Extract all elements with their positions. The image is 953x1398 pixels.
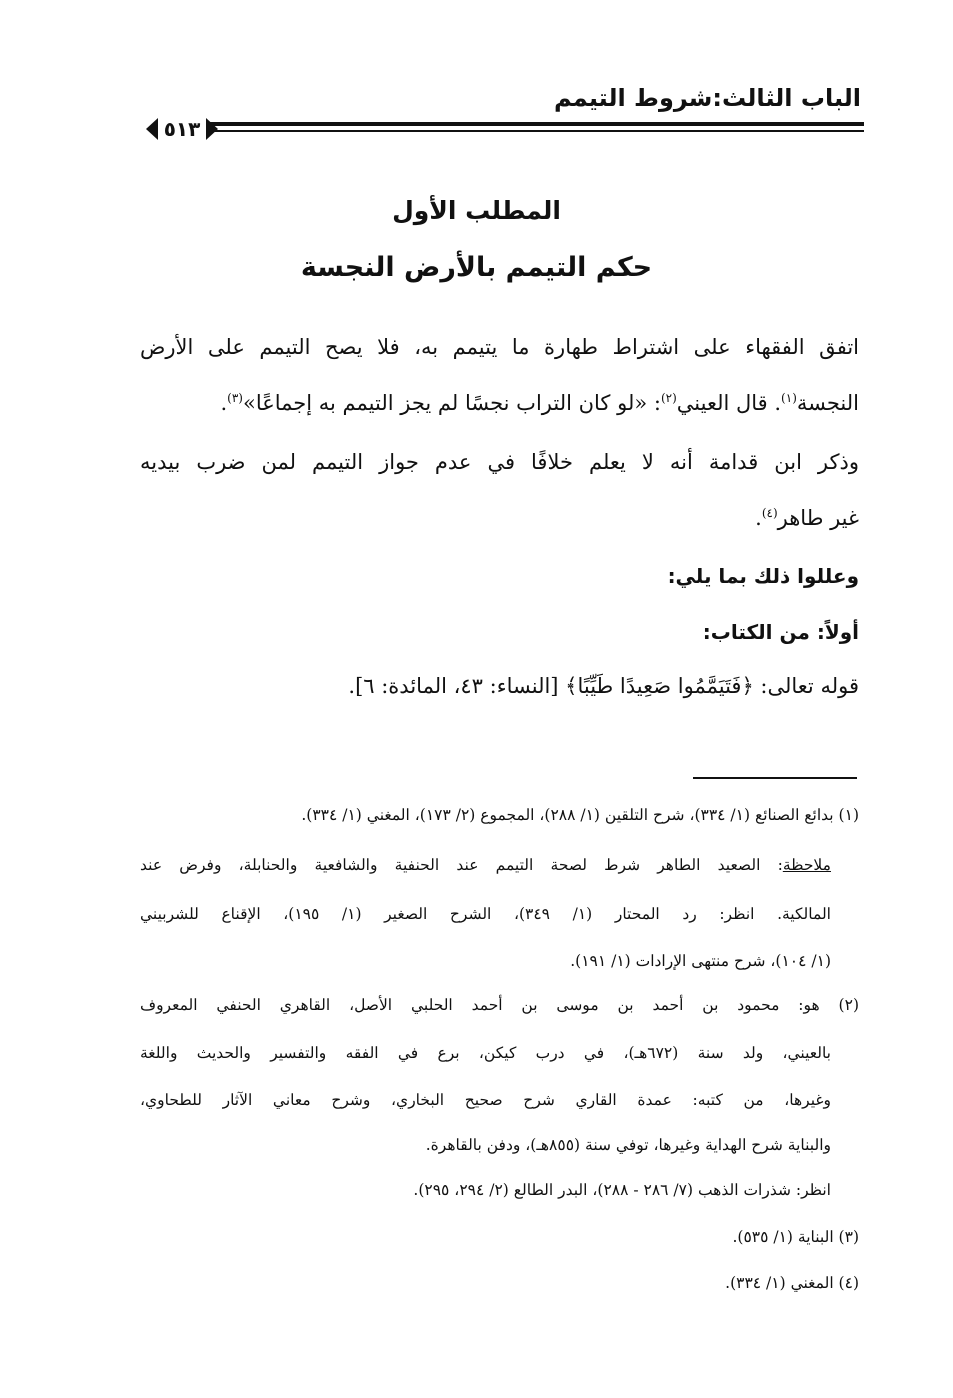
footnote-1-line-3: المالكية. انظر: رد المحتار (١/ ٣٤٩)، الشرح الصغير (١/ ١٩٥)، الإقناع للشربيني xyxy=(140,905,831,923)
footnote-2-line-1: (٢) هو: محمود بن أحمد بن موسى بن أحمد الحلبي الأصل، القاهري الحنفي المعروف xyxy=(140,996,859,1014)
text-segment: . xyxy=(755,506,762,530)
paragraph-2-line-2 xyxy=(755,508,859,529)
footnote-ref-4[interactable]: (٤) xyxy=(761,506,778,520)
footnote-2-line-5: انظر: شذرات الذهب (٧/ ٢٨٦ - ٢٨٨)، البدر الطالع (٢/ ٢٩٤، ٢٩٥). xyxy=(413,1181,831,1199)
text-segment: النجسة xyxy=(796,391,859,415)
footnote-2-line-3: وغيرها، من كتبه: عمدة القاري شرح صحيح البخاري، وشرح معاني الآثار للطحاوي، xyxy=(140,1091,831,1109)
badge-left-cap xyxy=(146,118,158,140)
footnote-ref-1[interactable]: (١) xyxy=(781,391,797,405)
paragraph-1-line-2 xyxy=(220,393,859,414)
badge-right-cap xyxy=(206,118,218,140)
footnote-1-line-1: (١) بدائع الصنائع (١/ ٣٣٤)، شرح التلقين (١/ ٢٨٨)، المجموع (٢/ ١٧٣)، المغني (١/ ٣٣٤). xyxy=(301,806,859,824)
footnote-ref-2[interactable]: (٢) xyxy=(660,391,677,405)
footnote-ref-3[interactable]: (٣) xyxy=(227,391,243,405)
header-rule-thin xyxy=(208,130,864,132)
paragraph-1-line-1: اتفق الفقهاء على اشتراط طهارة ما يتيمم به، فلا يصح التيمم على الأرض xyxy=(140,335,859,359)
quote-text: : «لو كان التراب نجسًا لم يجز التيمم به إجماعًا» xyxy=(242,391,661,415)
section-subtitle: حكم التيمم بالأرض النجسة xyxy=(300,252,653,283)
footnote-1-line-4: (١/ ١٠٤)، شرح منتهى الإرادات (١/ ١٩١). xyxy=(570,952,831,970)
text-segment: : الصعيد الطاهر شرط لصحة التيمم عند الحنفية والشافعية والحنابلة، وفرض عند xyxy=(140,856,783,874)
reasons-intro: وعللوا ذلك بما يلي: xyxy=(667,564,859,588)
footnote-2-line-4: والبناية شرح الهداية وغيرها، توفي سنة (٨٥٥هـ)، ودفن بالقاهرة. xyxy=(425,1136,831,1154)
section-title: المطلب الأول xyxy=(392,196,561,225)
page-number-badge xyxy=(146,112,218,146)
footnote-2-line-2: بالعيني، ولد سنة (٦٧٢هـ)، في درب كيكن، برع في الفقه والتفسير والحديث واللغة xyxy=(140,1044,831,1062)
quran-verse-line: قوله تعالى: ﴿فَتَيَمَّمُوا صَعِيدًا طَيِّبًا﴾ [النساء: ٤٣، المائدة: ٦]. xyxy=(348,674,859,698)
footnote-separator xyxy=(693,777,857,779)
chapter-header-title: الباب الثالث:شروط التيمم xyxy=(553,84,861,112)
footnote-4: (٤) المغني (١/ ٣٣٤). xyxy=(725,1274,859,1292)
text-segment: غير طاهر xyxy=(777,506,859,530)
footnote-1-line-2 xyxy=(140,858,831,874)
text-segment: . xyxy=(220,391,228,415)
footnote-3: (٣) البناية (١/ ٥٣٥). xyxy=(732,1228,859,1246)
note-label: ملاحظة xyxy=(782,856,831,874)
first-reason-heading: أولاً: من الكتاب: xyxy=(702,620,859,644)
paragraph-2-line-1: وذكر ابن قدامة أنه لا يعلم خلافًا في عدم جواز التيمم لمن ضرب بيديه xyxy=(140,450,859,474)
text-segment: . قال العيني xyxy=(676,391,782,415)
header-rule-thick xyxy=(208,122,864,126)
page-number: ٥١٣ xyxy=(163,117,201,141)
